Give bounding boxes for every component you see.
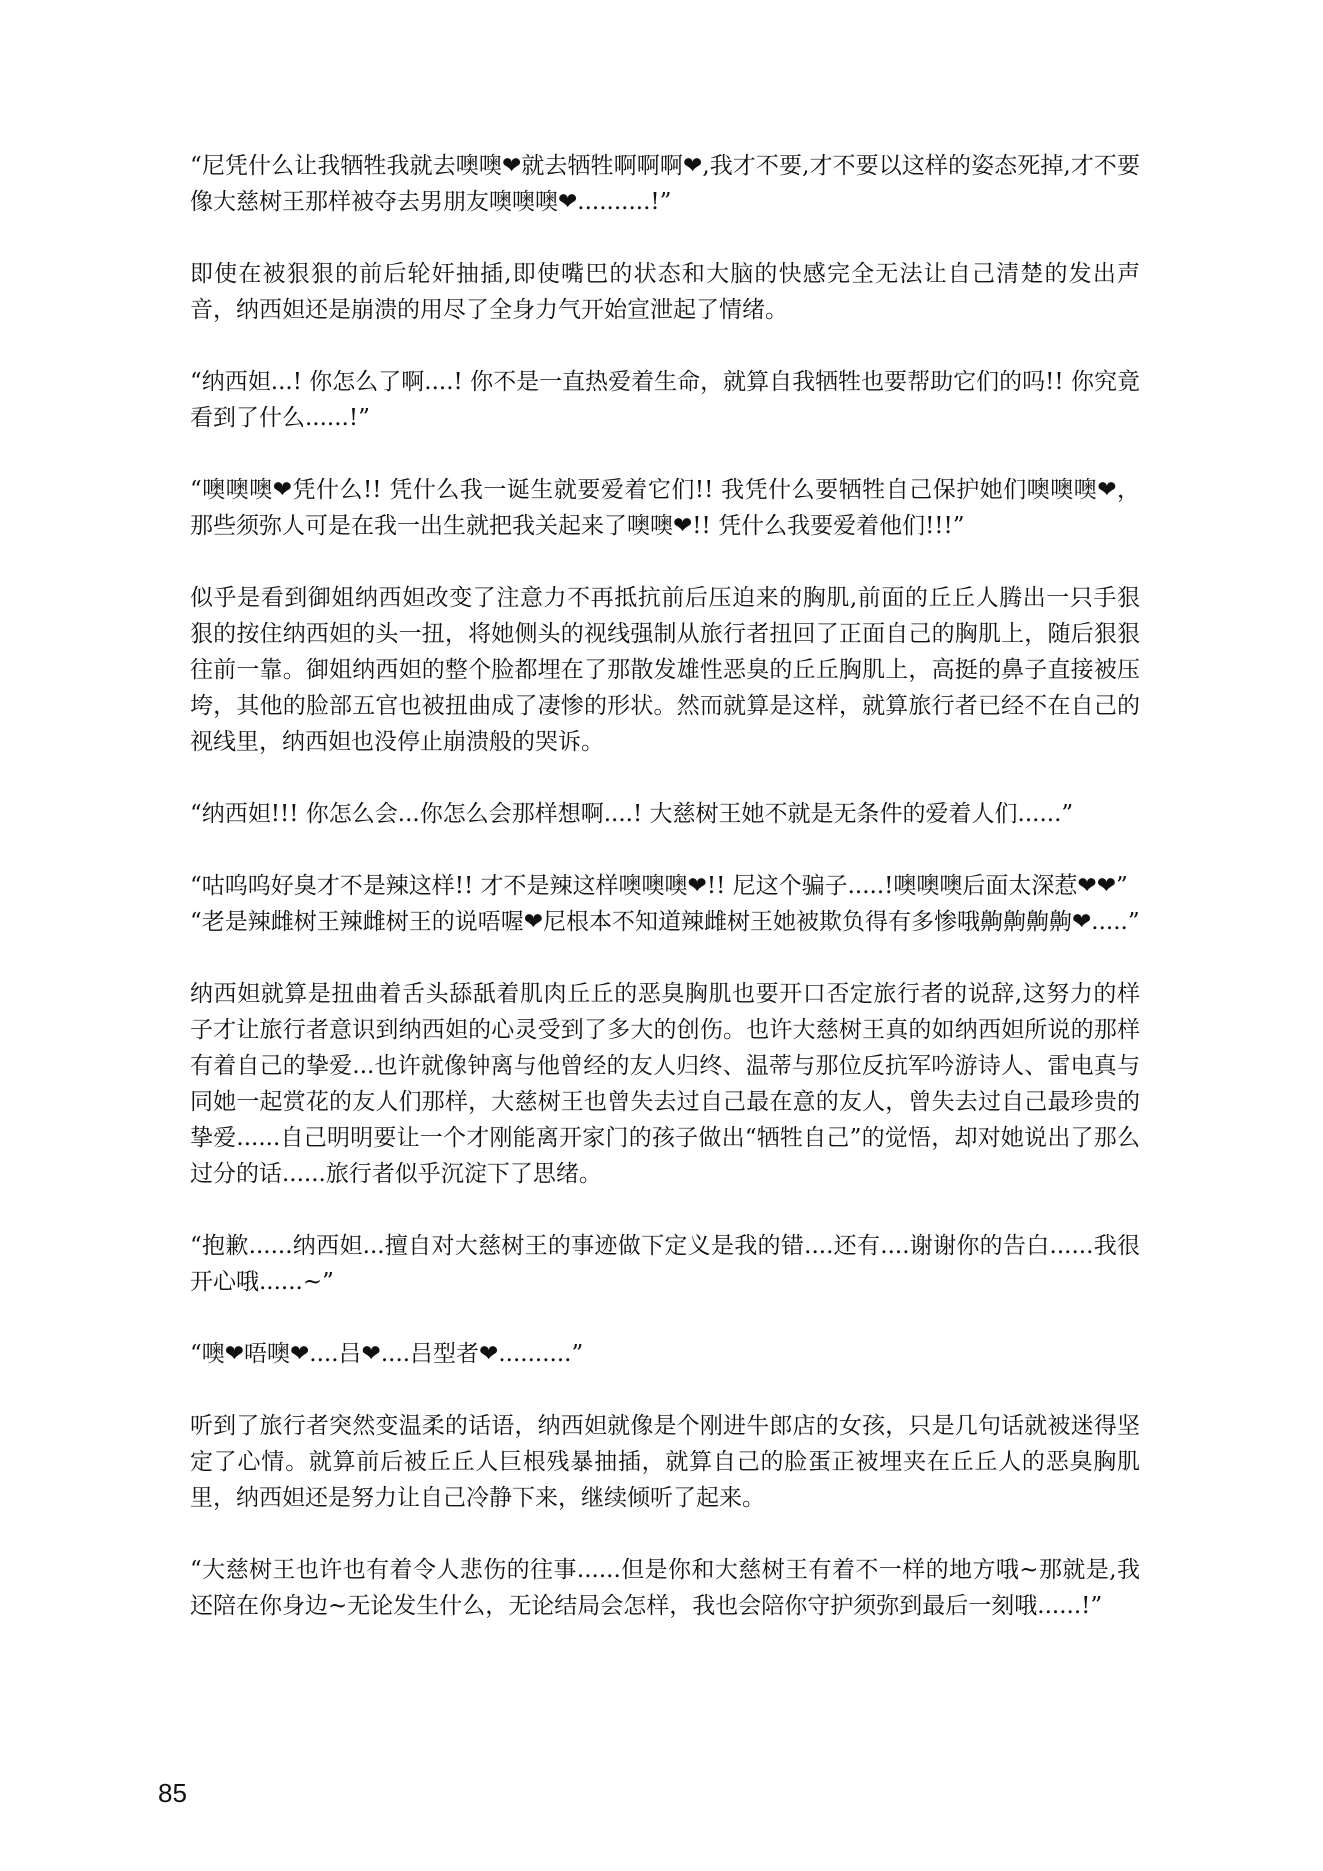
text-column — [190, 148, 1140, 1660]
dialogue-paragraph: “咕呜呜好臭才不是辣这样!! 才不是辣这样噢噢噢❤!! 尼这个骗子.....!噢噢噢后面太深惹❤❤” — [190, 873, 1128, 899]
dialogue-paragraph: “大慈树王也许也有着令人悲伤的往事......但是你和大慈树王有着不一样的地方哦~那就是,我还陪在你身边~无论发生什么，无论结局会怎样，我也会陪你守护须弥到最后一刻哦......!” — [190, 1557, 1140, 1619]
narrative-paragraph: 似乎是看到御姐纳西妲改变了注意力不再抵抗前后压迫来的胸肌,前面的丘丘人腾出一只手狠狠的按住纳西妲的头一扭，将她侧头的视线强制从旅行者扭回了正面自己的胸肌上，随后狠狠往前一靠。御姐纳西妲的整个脸都埋在了那散发雄性恶臭的丘丘胸肌上，高挺的鼻子直接被压垮，其他的脸部五官也被扭曲成了凄惨的形状。然而就算是这样，就算旅行者已经不在自己的视线里，纳西妲也没停止崩溃般的哭诉。 — [190, 585, 1140, 755]
dialogue-paragraph: “尼凭什么让我牺牲我就去噢噢❤就去牺牲啊啊啊❤,我才不要,才不要以这样的姿态死掉,才不要像大慈树王那样被夺去男朋友噢噢噢❤..........!” — [190, 153, 1140, 215]
narrative-paragraph: 听到了旅行者突然变温柔的话语，纳西妲就像是个刚进牛郎店的女孩，只是几句话就被迷得坚定了心情。就算前后被丘丘人巨根残暴抽插，就算自己的脸蛋正被埋夹在丘丘人的恶臭胸肌里，纳西妲还是努力让自己冷静下来，继续倾听了起来。 — [190, 1413, 1140, 1511]
dialogue-paragraph: “噢噢噢❤凭什么!! 凭什么我一诞生就要爱着它们!! 我凭什么要牺牲自己保护她们噢噢噢❤，那些须弥人可是在我一出生就把我关起来了噢噢❤!! 凭什么我要爱着他们!!!” — [190, 477, 1140, 539]
dialogue-paragraph: “纳西妲...! 你怎么了啊....! 你不是一直热爱着生命，就算自我牺牲也要帮助它们的吗!! 你究竟看到了什么......!” — [190, 369, 1140, 431]
page-number: 85 — [158, 1778, 187, 1808]
narrative-paragraph: 纳西妲就算是扭曲着舌头舔舐着肌肉丘丘的恶臭胸肌也要开口否定旅行者的说辞,这努力的样子才让旅行者意识到纳西妲的心灵受到了多大的创伤。也许大慈树王真的如纳西妲所说的那样有着自己的挚爱...也许就像钟离与他曾经的友人归终、温蒂与那位反抗军吟游诗人、雷电真与同她一起赏花的友人们那样，大慈树王也曾失去过自己最在意的友人，曾失去过自己最珍贵的挚爱......自己明明要让一个才刚能离开家门的孩子做出“牺牲自己”的觉悟，却对她说出了那么过分的话......旅行者似乎沉淀下了思绪。 — [190, 981, 1140, 1187]
dialogue-paragraph: “抱歉......纳西妲...擅自对大慈树王的事迹做下定义是我的错....还有....谢谢你的告白......我很开心哦......~” — [190, 1233, 1140, 1295]
dialogue-paragraph: “噢❤唔噢❤....吕❤....吕型者❤..........” — [190, 1341, 584, 1367]
dialogue-paragraph: “老是辣雌树王辣雌树王的说唔喔❤尼根本不知道辣雌树王她被欺负得有多惨哦齁齁齁齁❤.....” — [190, 909, 1140, 935]
dialogue-paragraph: “纳西妲!!! 你怎么会...你怎么会那样想啊....! 大慈树王她不就是无条件的爱着人们......” — [190, 801, 1074, 827]
narrative-paragraph: 即使在被狠狠的前后轮奸抽插,即使嘴巴的状态和大脑的快感完全无法让自己清楚的发出声音，纳西妲还是崩溃的用尽了全身力气开始宣泄起了情绪。 — [190, 261, 1140, 323]
